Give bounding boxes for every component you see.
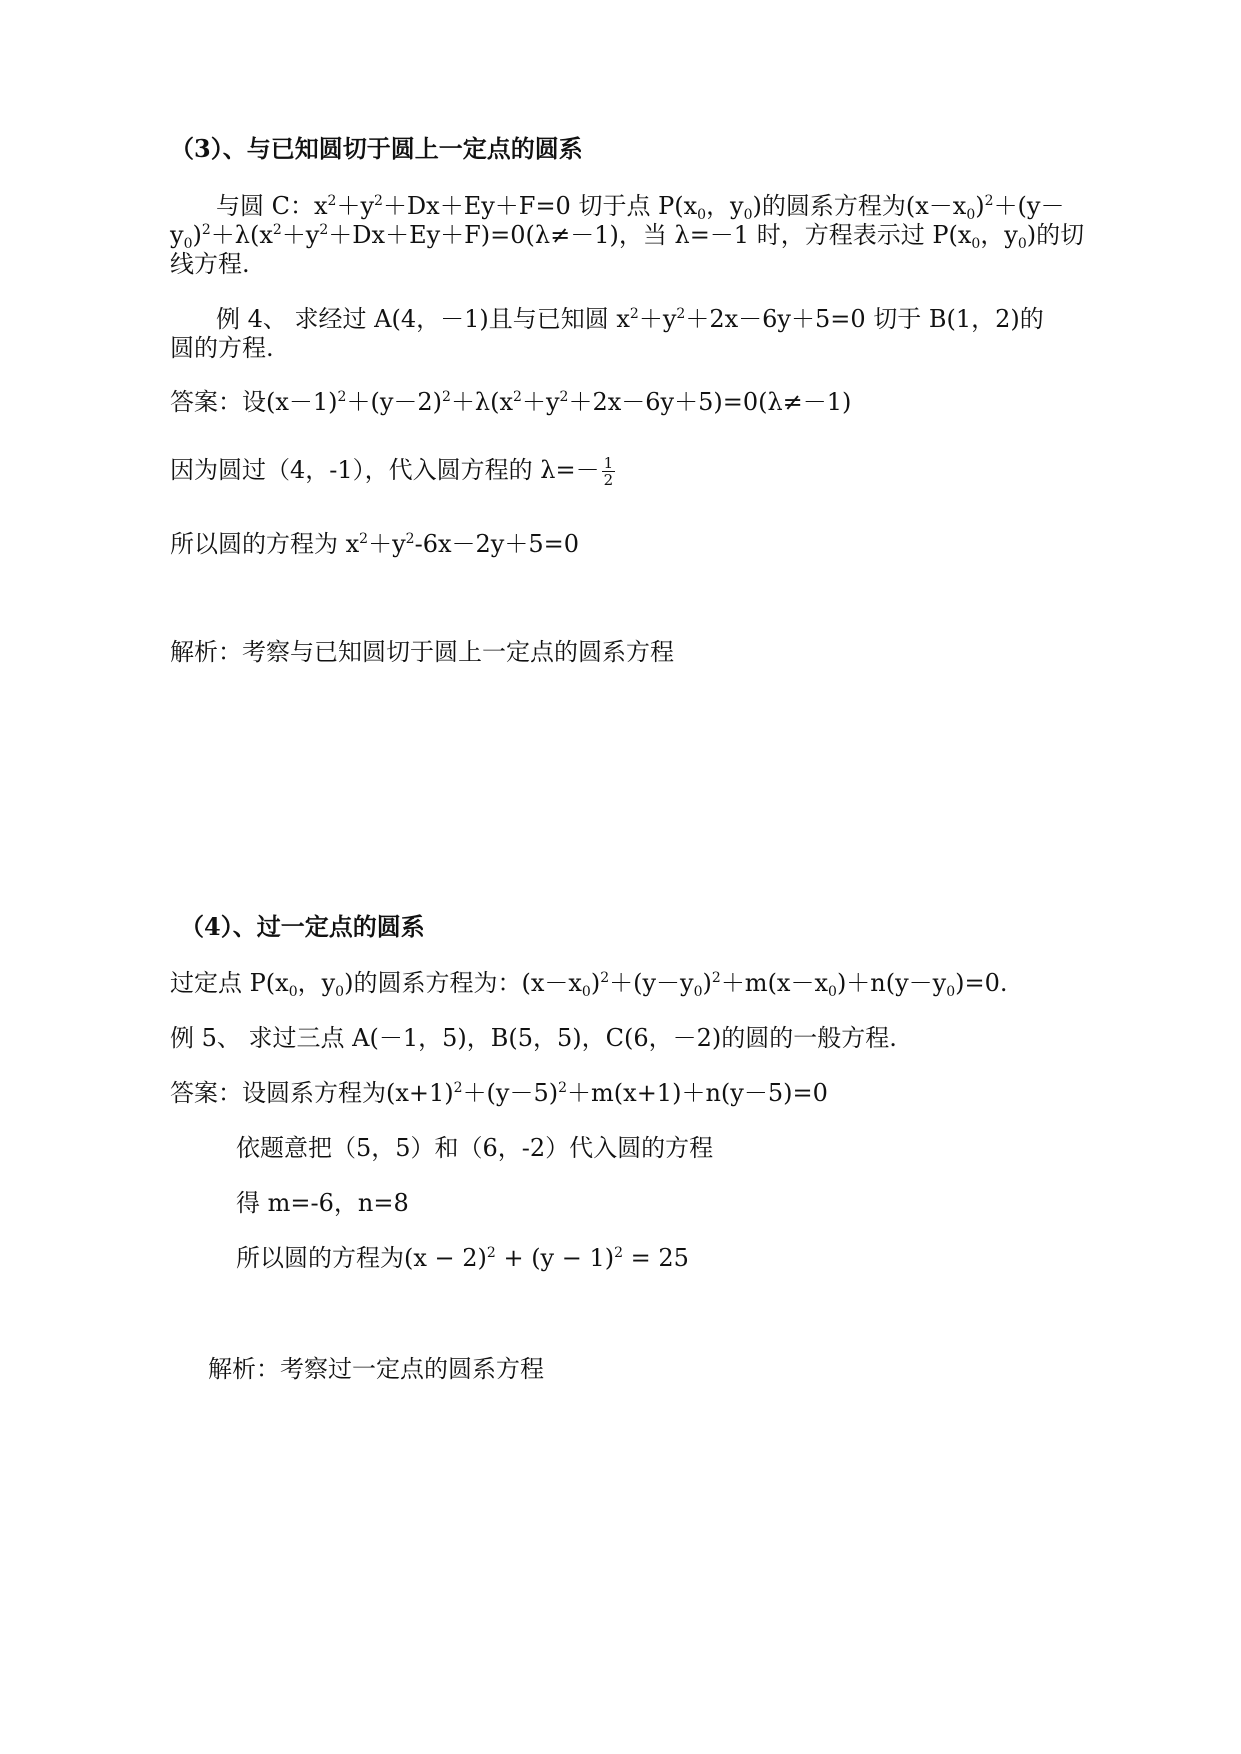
example-4-substitution: 因为圆过（4，-1），代入圆方程的 λ=－ $\frac{1}{2}$: [170, 454, 614, 489]
example-5-analysis: 解析：考察过一定点的圆系方程: [208, 1355, 544, 1383]
fraction-one-half: $\frac{1}{2}$: [603, 454, 614, 489]
example-5-step-2: 得 m=-6，n=8: [236, 1189, 409, 1217]
example-5-step-3: 所以圆的方程为$(x - 2)^2 + (y - 1)^2 = 25$: [236, 1244, 689, 1272]
example-4-line-1: 例 4、 求经过 A(4，－1)且与已知圆 $x^2+y^2+2x-6y+5=0$ 切于 B(1，2)的: [216, 305, 1044, 333]
section-4-heading: （4）、过一定点的圆系: [180, 912, 425, 941]
example-5-step-1: 依题意把（5，5）和（6，-2）代入圆的方程: [236, 1134, 714, 1162]
example-5-answer: 答案：设圆系方程为$(x+1)^2+(y-5)^2+m(x+1)+n(y-5)=0$: [170, 1079, 828, 1107]
section-4-paragraph: 过定点 $P(x_0$，$y_0$)的圆系方程为：$(x-x_0)^2+(y-y_0)^2+m(x-x_0)+n(y-y_0)=0$.: [170, 969, 1008, 1000]
section-3-heading: （3）、与已知圆切于圆上一定点的圆系: [170, 134, 583, 163]
example-5-question: 例 5、 求过三点 A(－1，5)，B(5，5)，C(6，－2)的圆的一般方程.: [170, 1024, 897, 1052]
example-4-result: 所以圆的方程为 $x^2+y^2-6x-2y+5=0$: [170, 530, 579, 558]
section-3-paragraph-line-2: $y_0)^2+\lambda(x^2+y^2+Dx+Ey+F)=0(\lambda\ne-1)$，当 λ=－1 时，方程表示过 $P(x_0$，$y_0$)的切: [170, 221, 1085, 252]
section-3-paragraph-line-1: 与圆 C：$x^2+y^2+Dx+Ey+F=0$ 切于点 $P(x_0$，$y_0$)的圆系方程为$(x-x_0)^2+(y-$: [216, 192, 1065, 223]
example-4-analysis: 解析：考察与已知圆切于圆上一定点的圆系方程: [170, 638, 674, 666]
example-4-line-2: 圆的方程.: [170, 334, 274, 362]
example-4-answer: 答案：设$(x-1)^2+(y-2)^2+\lambda(x^2+y^2+2x-6y+5)=0(\lambda\ne-1)$: [170, 388, 852, 416]
section-3-paragraph-line-3: 线方程.: [170, 250, 250, 278]
